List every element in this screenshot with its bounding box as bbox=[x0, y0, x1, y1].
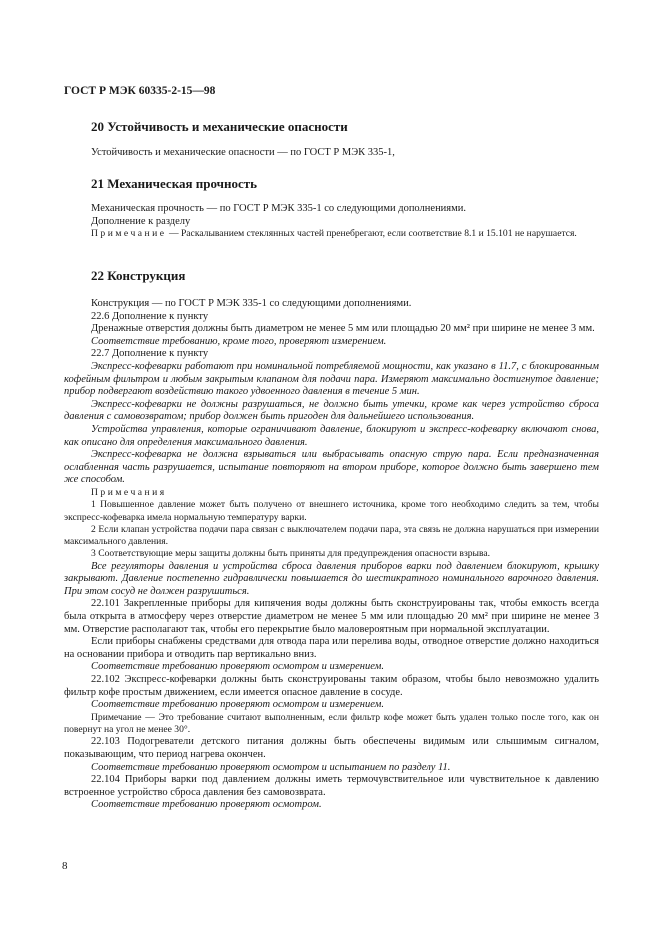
compliance-paragraph: Соответствие требованию проверяют осмотром и измерением. bbox=[91, 661, 384, 673]
paragraph: Все регуляторы давления и устройства сброса давления приборов варки под давлением блокируют, крышку закрывают. Давление постепенно гидравлически повышается до шестикратного номинального варочного давления. При этом сосуд не должен разрушиться. bbox=[64, 560, 599, 597]
paragraph: Экспресс-кофеварка не должна взрываться или выбрасывать опасную струю пара. Если предназначенная ослабленная часть разрушается, испытание повторяют на втором приборе, которое должно быть завершено тем же способом. bbox=[64, 449, 599, 486]
section-21-addition: Дополнение к разделу bbox=[91, 215, 191, 227]
compliance-paragraph: Соответствие требованию проверяют осмотром и испытанием по разделу 11. bbox=[91, 761, 451, 773]
paragraph: 22.103 Подогреватели детского питания должны быть обеспечены видимым или слышимым сигналом, показывающим, что период нагрева окончен. bbox=[64, 736, 599, 760]
section-21-note bbox=[64, 228, 599, 240]
paragraph: Экспресс-кофеварки работают при номинальной потребляемой мощности, как указано в 11.7, с блокированным кофейным фильтром и любым закрытым клапаном для подачи пара. Измеряют максимально достигнутое давление; прибор подвергают воздействию такого удвоенного давления в течение 5 мин. bbox=[64, 360, 599, 398]
compliance-paragraph: Соответствие требованию, кроме того, проверяют измерением. bbox=[91, 335, 387, 347]
note-item: 1 Повышенное давление может быть получено от внешнего источника, кроме того необходимо следить за тем, чтобы экспресс-кофеварка имела нормальную температуру варки. bbox=[64, 499, 599, 523]
paragraph: 22.104 Приборы варки под давлением должны иметь термочувствительное или чувствительное к давлению встроенное устройство сброса давления без самовозврата. bbox=[64, 774, 599, 798]
section-21-paragraph: Механическая прочность — по ГОСТ Р МЭК 335-1 со следующими дополнениями. bbox=[91, 203, 467, 214]
section-20-paragraph: Устойчивость и механические опасности — по ГОСТ Р МЭК 335-1, bbox=[91, 147, 395, 158]
section-21-body bbox=[64, 203, 599, 240]
note-label: Примечание bbox=[91, 228, 167, 240]
note-text: — Раскалыванием стеклянных частей пренебрегают, если соответствие 8.1 и 15.101 не нарушается. bbox=[168, 228, 577, 240]
compliance-paragraph: Соответствие требованию проверяют осмотром. bbox=[91, 799, 322, 811]
paragraph: Экспресс-кофеварки не должны разрушаться, не должно быть утечки, кроме как через устройство сброса давления с самовозвратом; прибор должен быть пригоден для дальнейшего использования. bbox=[64, 398, 599, 423]
notes-heading: Примечания bbox=[91, 486, 167, 498]
section-20-body bbox=[64, 147, 599, 160]
section-22-body bbox=[64, 298, 599, 812]
compliance-paragraph: Соответствие требованию проверяют осмотром и измерением. bbox=[91, 699, 384, 711]
paragraph: 22.6 Дополнение к пункту bbox=[91, 310, 209, 322]
paragraph: Дренажные отверстия должны быть диаметром не менее 5 мм или площадью 20 мм² при ширине не менее 3 мм. bbox=[91, 323, 595, 335]
paragraph: Конструкция — по ГОСТ Р МЭК 335-1 со следующими дополнениями. bbox=[91, 298, 412, 309]
note-item: 3 Соответствующие меры защиты должны быть приняты для предупреждения опасности взрыва. bbox=[91, 548, 491, 560]
paragraph: Если приборы снабжены средствами для отвода пара или перелива воды, отводное отверстие должно находиться на основании прибора и отводить пар вертикально вниз. bbox=[64, 636, 599, 660]
note-item: 2 Если клапан устройства подачи пара связан с выключателем подачи пара, эта связь не должна нарушаться при измерении максимального давления. bbox=[64, 523, 599, 548]
section-21-title: 21 Механическая прочность bbox=[91, 176, 258, 191]
document-header: ГОСТ Р МЭК 60335-2-15—98 bbox=[64, 85, 216, 97]
paragraph: 22.102 Экспресс-кофеварки должны быть сконструированы таким образом, чтобы было невозможно удалить фильтр кофе простым движением, если имеется опасное давление в сосуде. bbox=[64, 674, 599, 698]
note-item: Примечание — Это требование считают выполненным, если фильтр кофе может быть удален только после того, как он повернут на угол не менее 30°. bbox=[64, 711, 599, 736]
page-number: 8 bbox=[62, 860, 68, 872]
paragraph: Устройства управления, которые ограничивают давление, блокируют и экспресс-кофеварку включают снова, как описано для определения максимального давления. bbox=[64, 423, 599, 448]
section-22-title: 22 Конструкция bbox=[91, 268, 186, 283]
paragraph: 22.101 Закрепленные приборы для кипячения воды должны быть сконструированы так, чтобы емкость всегда была открыта в атмосферу через отверстие диаметром не менее 5 мм или площадью 20 мм² при ширине не менее 3 мм. Отверстие располагают так, чтобы его перекрытие было маловероятным при нормальной эксплуатации. bbox=[64, 598, 599, 635]
paragraph: 22.7 Дополнение к пункту bbox=[91, 348, 209, 360]
section-20-title: 20 Устойчивость и механические опасности bbox=[91, 119, 348, 134]
